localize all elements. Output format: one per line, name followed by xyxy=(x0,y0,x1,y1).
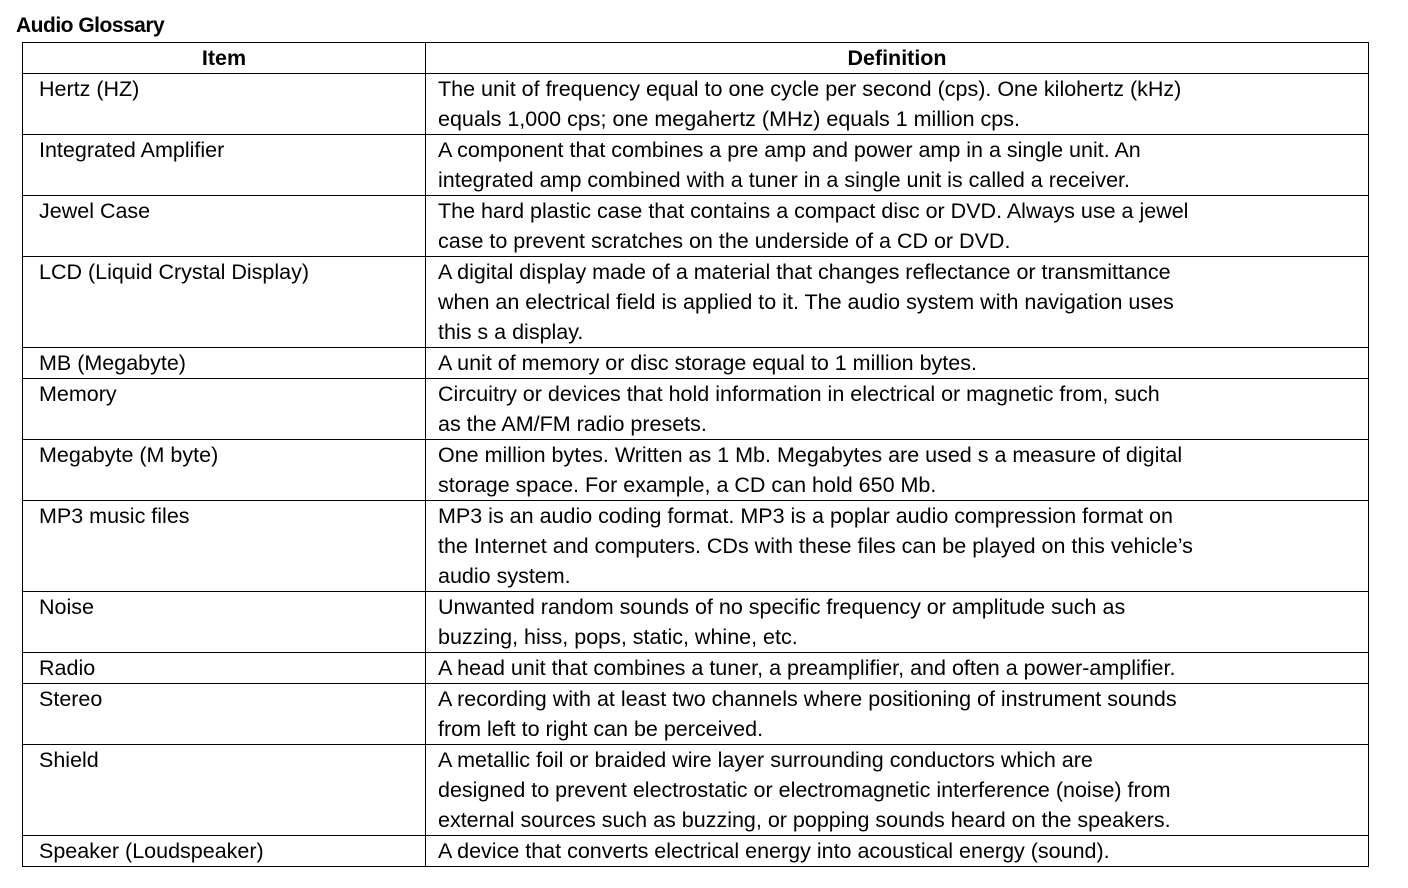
glossary-definition xyxy=(426,836,1369,867)
table-row xyxy=(23,379,1369,440)
glossary-definition xyxy=(426,745,1369,836)
definition-line: from left to right can be perceived. xyxy=(438,717,764,741)
definition-line: Unwanted random sounds of no specific frequency or amplitude such as xyxy=(438,595,1126,619)
definition-line: The hard plastic case that contains a compact disc or DVD. Always use a jewel xyxy=(438,199,1189,223)
definition-line: MP3 is an audio coding format. MP3 is a poplar audio compression format on xyxy=(438,504,1173,528)
definition-line: when an electrical field is applied to it. The audio system with navigation uses xyxy=(438,290,1174,314)
definition-line: A device that converts electrical energy into acoustical energy (sound). xyxy=(438,839,1110,863)
definition-line: external sources such as buzzing, or popping sounds heard on the speakers. xyxy=(438,808,1171,832)
definition-line: audio system. xyxy=(438,564,571,588)
glossary-definition xyxy=(426,74,1369,135)
definition-line: A unit of memory or disc storage equal to 1 million bytes. xyxy=(438,351,977,375)
glossary-table xyxy=(22,42,1369,867)
definition-line: A metallic foil or braided wire layer surrounding conductors which are xyxy=(438,748,1093,772)
glossary-term: Speaker (Loudspeaker) xyxy=(23,836,426,867)
glossary-term: Jewel Case xyxy=(23,196,426,257)
glossary-definition xyxy=(426,440,1369,501)
glossary-term: Memory xyxy=(23,379,426,440)
glossary-term: MP3 music files xyxy=(23,501,426,592)
table-row xyxy=(23,745,1369,836)
glossary-body xyxy=(23,74,1369,867)
header-row xyxy=(23,43,1369,74)
definition-line: buzzing, hiss, pops, static, whine, etc. xyxy=(438,625,798,649)
definition-line: equals 1,000 cps; one megahertz (MHz) equals 1 million cps. xyxy=(438,107,1020,131)
table-row xyxy=(23,836,1369,867)
column-header-definition: Definition xyxy=(426,43,1369,74)
definition-line: A digital display made of a material that changes reflectance or transmittance xyxy=(438,260,1171,284)
glossary-term: Noise xyxy=(23,592,426,653)
definition-line: A head unit that combines a tuner, a preamplifier, and often a power-amplifier. xyxy=(438,656,1176,680)
definition-line: A component that combines a pre amp and power amp in a single unit. An xyxy=(438,138,1141,162)
table-row xyxy=(23,257,1369,348)
table-row xyxy=(23,440,1369,501)
glossary-term: Integrated Amplifier xyxy=(23,135,426,196)
definition-line: One million bytes. Written as 1 Mb. Megabytes are used s a measure of digital xyxy=(438,443,1183,467)
table-row xyxy=(23,135,1369,196)
table-row xyxy=(23,592,1369,653)
definition-line: designed to prevent electrostatic or electromagnetic interference (noise) from xyxy=(438,778,1171,802)
definition-line: storage space. For example, a CD can hold 650 Mb. xyxy=(438,473,937,497)
definition-line: A recording with at least two channels where positioning of instrument sounds xyxy=(438,687,1177,711)
table-row xyxy=(23,196,1369,257)
glossary-definition xyxy=(426,653,1369,684)
glossary-definition xyxy=(426,501,1369,592)
glossary-definition xyxy=(426,592,1369,653)
glossary-definition xyxy=(426,135,1369,196)
glossary-definition xyxy=(426,379,1369,440)
glossary-term: Hertz (HZ) xyxy=(23,74,426,135)
glossary-definition xyxy=(426,196,1369,257)
column-header-item: Item xyxy=(23,43,426,74)
definition-line: the Internet and computers. CDs with these files can be played on this vehicle’s xyxy=(438,534,1193,558)
glossary-definition xyxy=(426,257,1369,348)
glossary-definition xyxy=(426,348,1369,379)
definition-line: this s a display. xyxy=(438,320,584,344)
definition-line: as the AM/FM radio presets. xyxy=(438,412,707,436)
definition-line: Circuitry or devices that hold information in electrical or magnetic from, such xyxy=(438,382,1160,406)
glossary-term: Shield xyxy=(23,745,426,836)
glossary-definition xyxy=(426,684,1369,745)
glossary-term: Stereo xyxy=(23,684,426,745)
page-title: Audio Glossary xyxy=(16,14,165,37)
glossary-header xyxy=(23,43,1369,74)
glossary-term: MB (Megabyte) xyxy=(23,348,426,379)
glossary-term: Radio xyxy=(23,653,426,684)
table-row xyxy=(23,653,1369,684)
definition-line: integrated amp combined with a tuner in a single unit is called a receiver. xyxy=(438,168,1130,192)
glossary-term: Megabyte (M byte) xyxy=(23,440,426,501)
definition-line: The unit of frequency equal to one cycle per second (cps). One kilohertz (kHz) xyxy=(438,77,1182,101)
glossary-term: LCD (Liquid Crystal Display) xyxy=(23,257,426,348)
table-row xyxy=(23,501,1369,592)
definition-line: case to prevent scratches on the underside of a CD or DVD. xyxy=(438,229,1011,253)
table-row xyxy=(23,348,1369,379)
table-row xyxy=(23,74,1369,135)
table-row xyxy=(23,684,1369,745)
